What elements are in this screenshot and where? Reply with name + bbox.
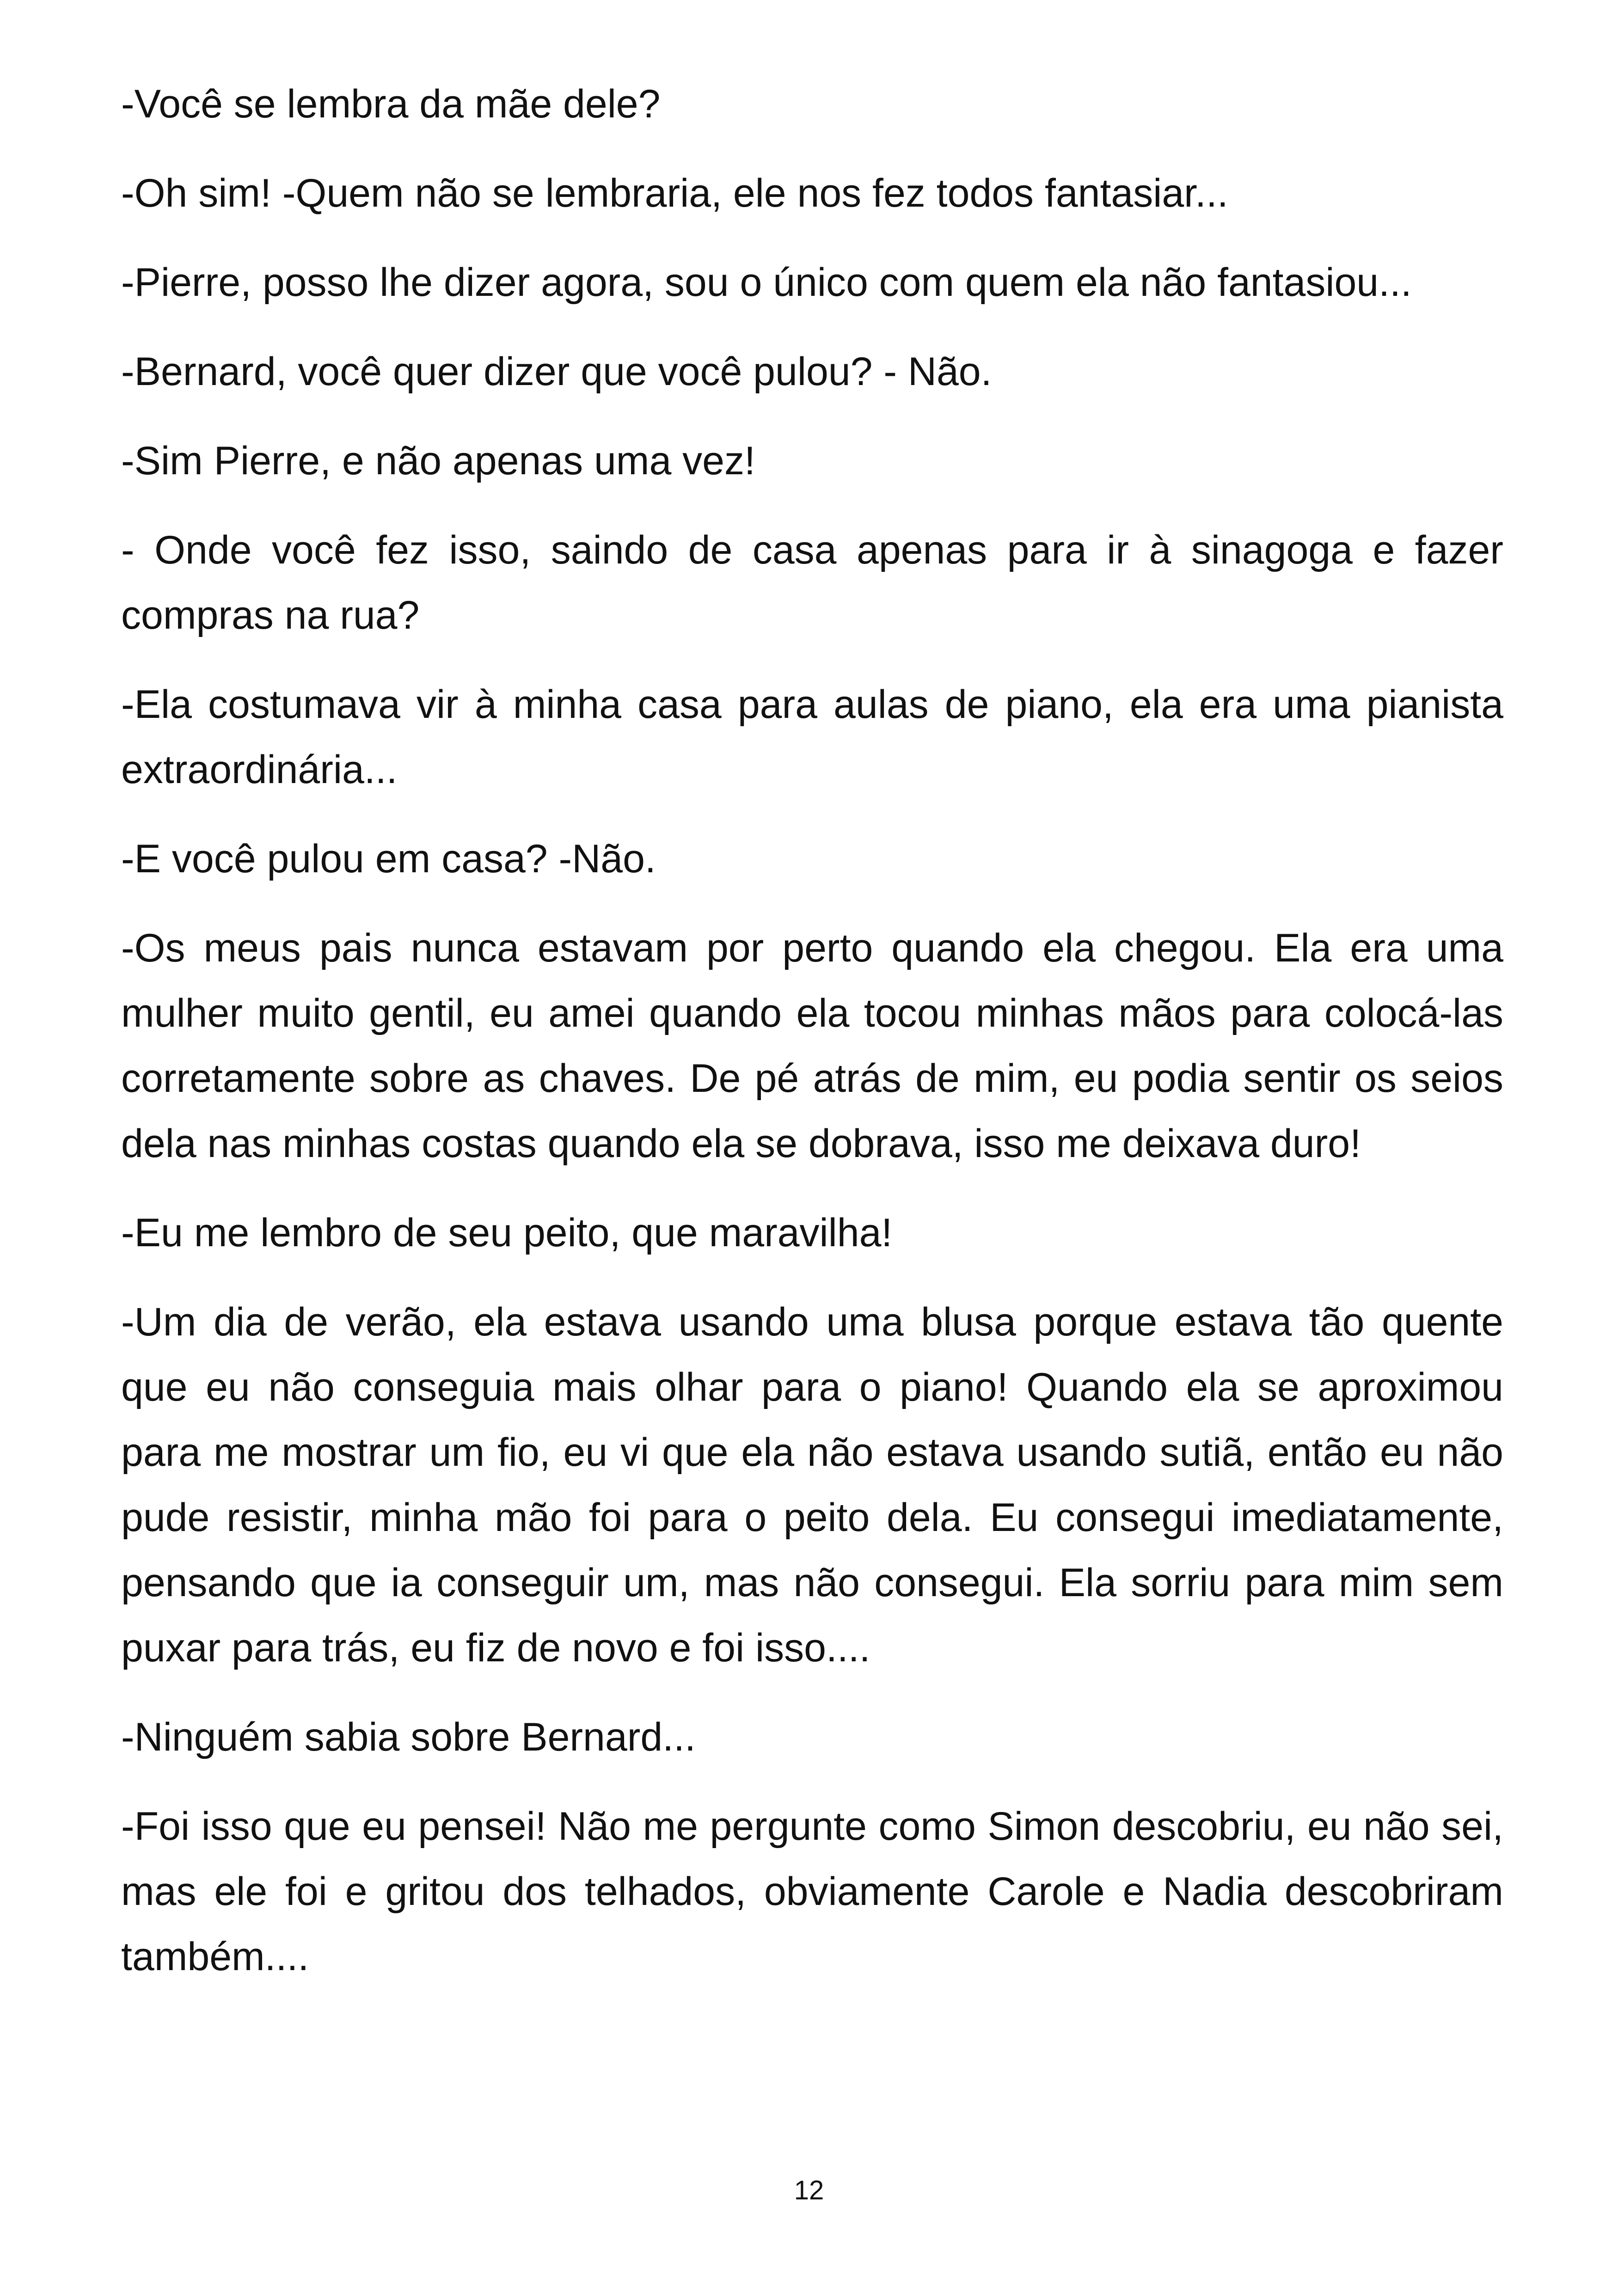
paragraph: -Bernard, você quer dizer que você pulou? - Não. — [121, 349, 992, 394]
paragraph: -E você pulou em casa? -Não. — [121, 837, 656, 881]
paragraph: - Onde você fez isso, saindo de casa apenas para ir à sinagoga e fazer compras na rua? — [121, 528, 1503, 637]
paragraph: -Os meus pais nunca estavam por perto quando ela chegou. Ela era uma mulher muito gentil, eu amei quando ela tocou minhas mãos para colocá-las corretamente sobre as chaves. De pé atrás de mim, eu podia sentir os seios dela nas minhas costas quando ela se dobrava, isso me deixava duro! — [121, 926, 1503, 1166]
paragraph: -Um dia de verão, ela estava usando uma blusa porque estava tão quente que eu não conseguia mais olhar para o piano! Quando ela se aproximou para me mostrar um fio, eu vi que ela não estava usando sutiã, então eu não pude resistir, minha mão foi para o peito dela. Eu consegui imediatamente, pensando que ia conseguir um, mas não consegui. Ela sorriu para mim sem puxar para trás, eu fiz de novo e foi isso.... — [121, 1300, 1503, 1670]
paragraph: -Sim Pierre, e não apenas uma vez! — [121, 439, 755, 483]
page-number: 12 — [794, 2175, 824, 2205]
body-text — [121, 72, 1503, 2014]
paragraph: -Eu me lembro de seu peito, que maravilha! — [121, 1211, 893, 1255]
paragraph: -Foi isso que eu pensei! Não me pergunte como Simon descobriu, eu não sei, mas ele foi e gritou dos telhados, obviamente Carole e Nadia descobriram também.... — [121, 1804, 1503, 1979]
paragraph: -Oh sim! -Quem não se lembraria, ele nos fez todos fantasiar... — [121, 171, 1228, 215]
paragraph: -Ninguém sabia sobre Bernard... — [121, 1715, 696, 1759]
paragraph: -Pierre, posso lhe dizer agora, sou o único com quem ela não fantasiou... — [121, 260, 1412, 305]
paragraph: -Ela costumava vir à minha casa para aulas de piano, ela era uma pianista extraordinária... — [121, 682, 1503, 792]
paragraph: -Você se lembra da mãe dele? — [121, 82, 661, 126]
